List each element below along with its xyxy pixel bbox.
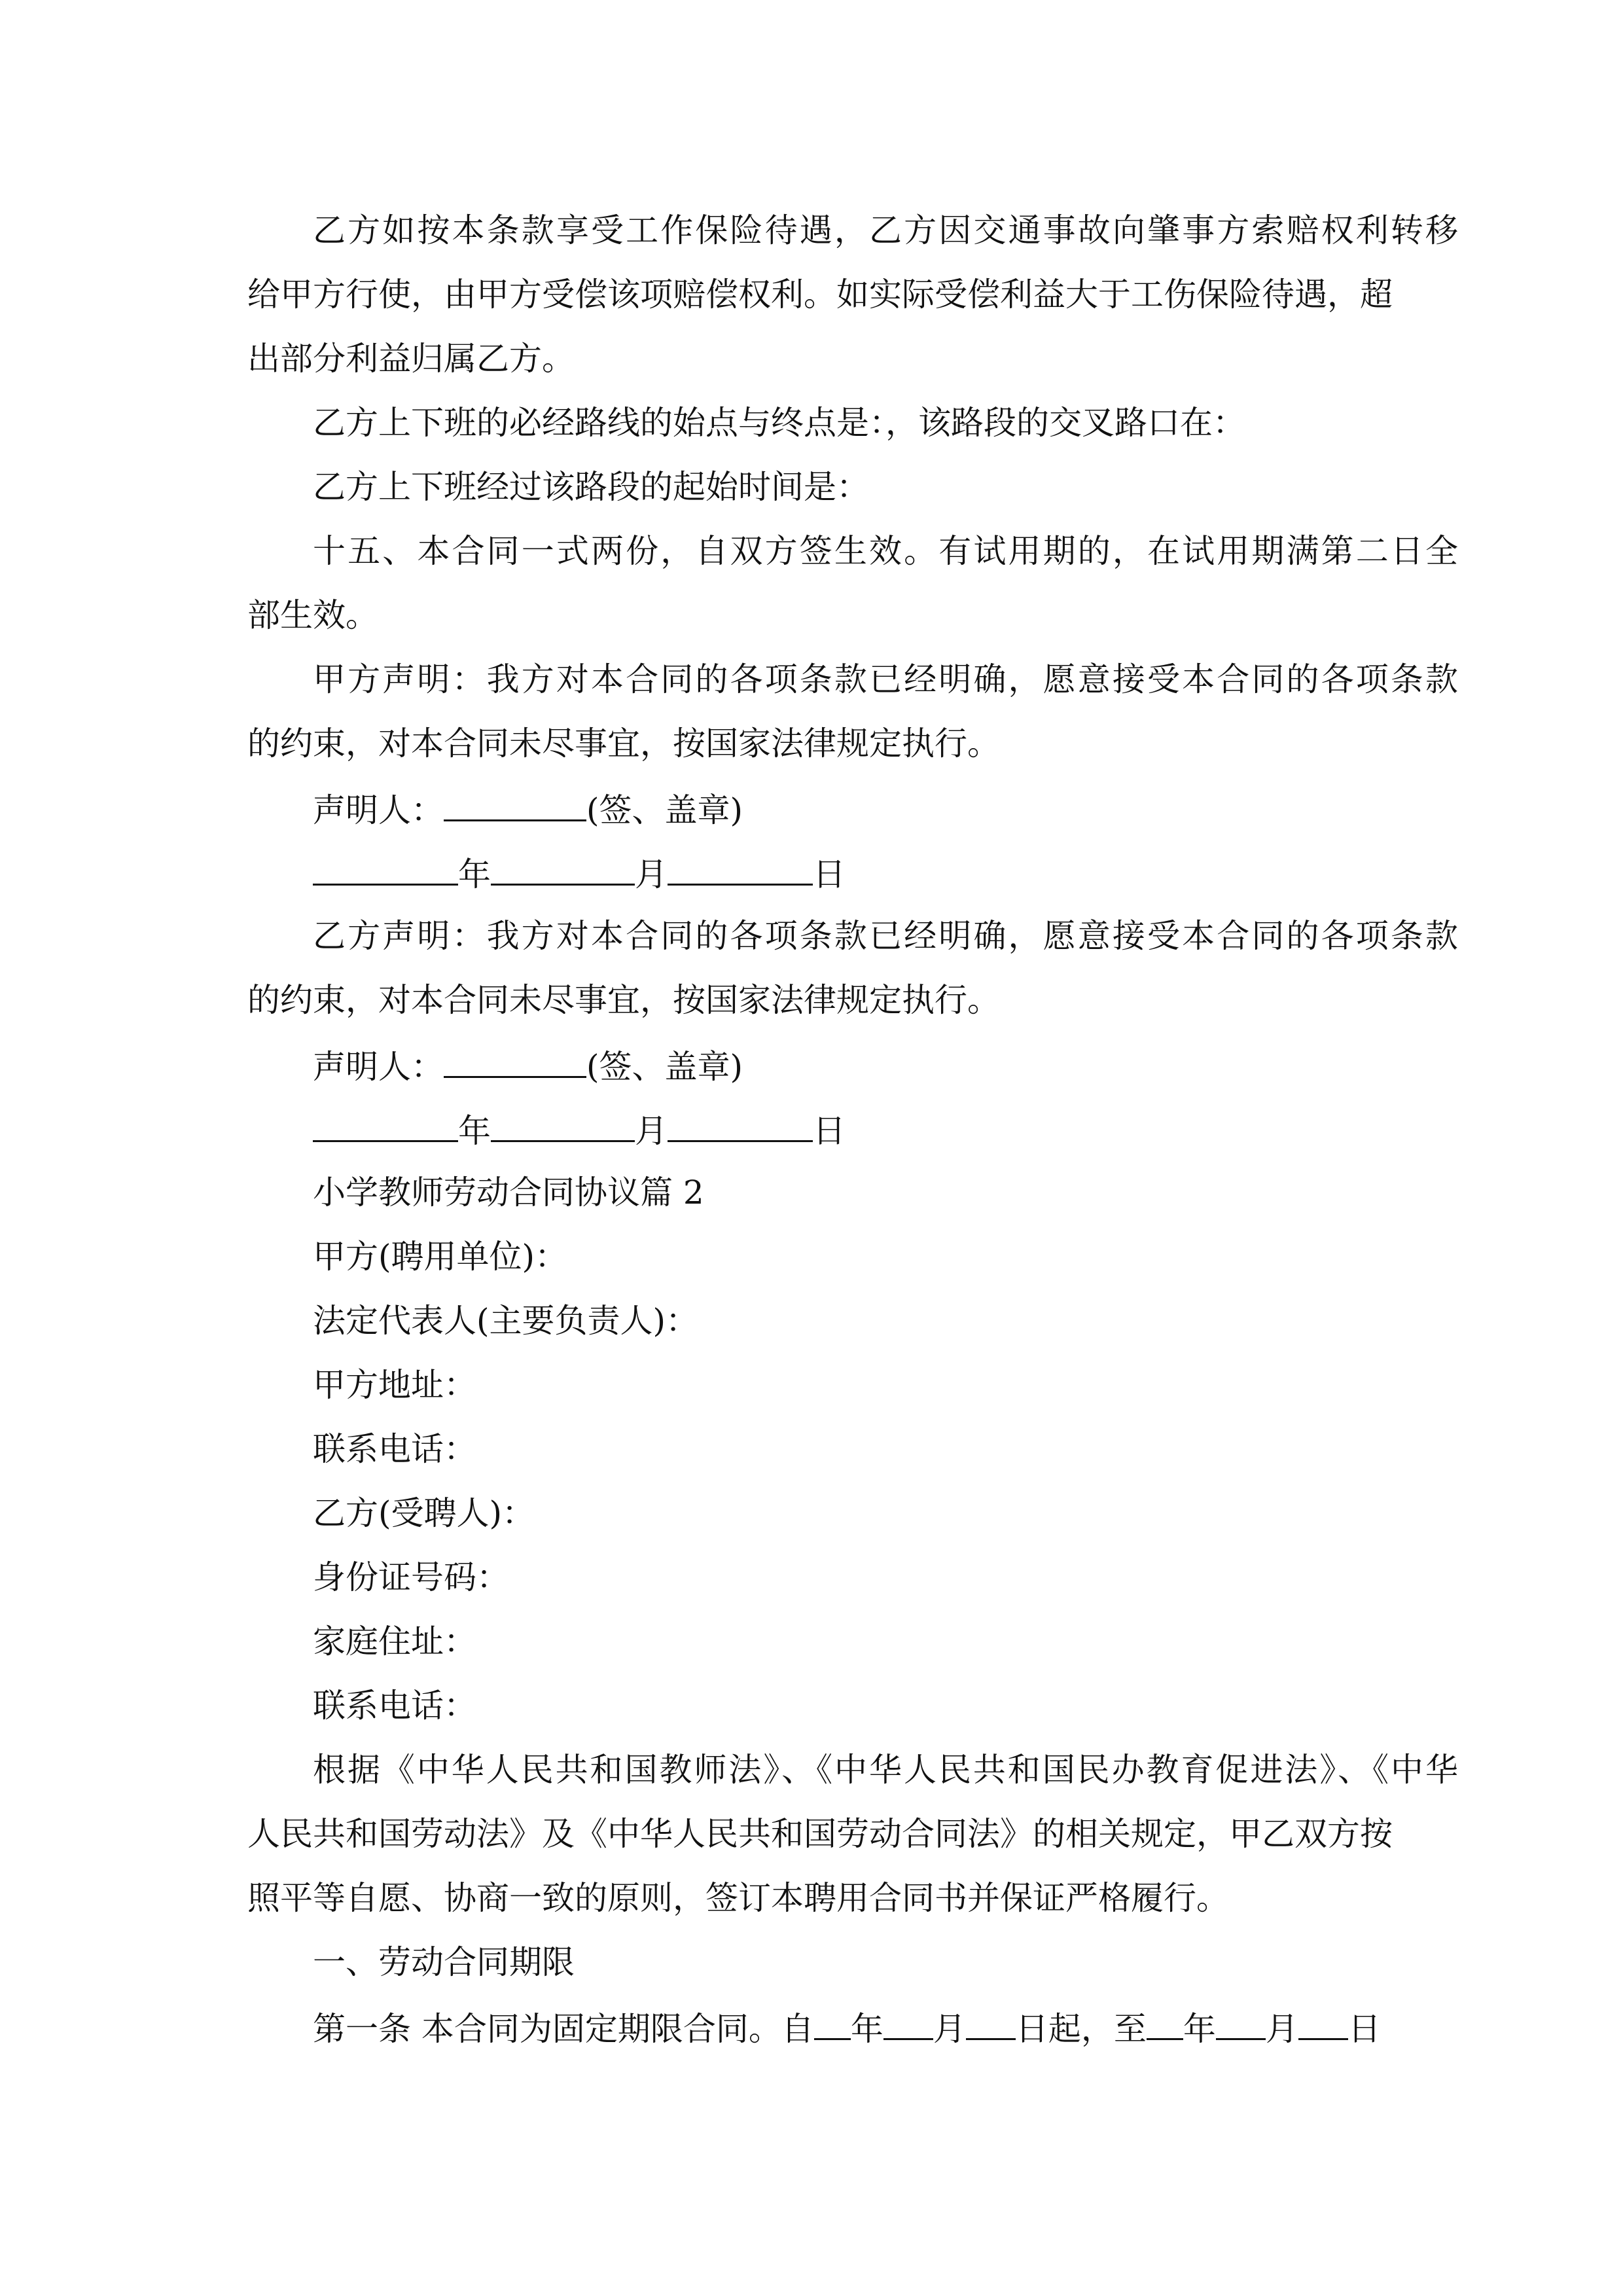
- year-label: 年: [458, 855, 491, 893]
- paragraph-line: 乙方上下班的必经路线的始点与终点是：，该路段的交叉路口在：: [313, 404, 1245, 442]
- field-label-employer: 甲方(聘用单位)：: [313, 1238, 568, 1276]
- paragraph-line: 甲方声明：我方对本合同的各项条款已经明确，愿意接受本合同的各项条款: [313, 660, 1458, 698]
- paragraph-line: 人民共和国劳动法》及《中华人民共和国劳动合同法》的相关规定，甲乙双方按: [247, 1815, 1393, 1853]
- day-label: 日: [813, 855, 846, 893]
- paragraph-line: 十五、本合同一式两份，自双方签生效。有试用期的，在试用期满第二日全: [313, 532, 1458, 570]
- start-day-label: 日起，至: [1015, 2010, 1147, 2048]
- section-title: 小学教师劳动合同协议篇 2: [313, 1174, 704, 1211]
- sign-seal-note: (签、盖章): [586, 791, 743, 829]
- end-month-label: 月: [1265, 2010, 1298, 2048]
- field-label-id-number: 身份证号码：: [313, 1558, 509, 1596]
- sign-seal-note: (签、盖章): [586, 1048, 743, 1086]
- paragraph-line: 乙方声明：我方对本合同的各项条款已经明确，愿意接受本合同的各项条款: [313, 917, 1458, 955]
- paragraph-line: 乙方如按本条款享受工作保险待遇，乙方因交通事故向肇事方索赔权利转移: [313, 211, 1458, 249]
- date-line: [313, 852, 1458, 891]
- field-label-employer-address: 甲方地址：: [313, 1366, 476, 1404]
- signature-blank: [444, 1045, 586, 1078]
- end-day-blank: [1298, 2007, 1348, 2040]
- month-label: 月: [635, 855, 668, 893]
- paragraph-line: 部生效。: [247, 596, 378, 634]
- month-blank: [491, 1109, 635, 1142]
- year-blank: [313, 1109, 458, 1142]
- start-month-label: 月: [933, 2010, 966, 2048]
- paragraph-line: 的约束，对本合同未尽事宜，按国家法律规定执行。: [247, 981, 1000, 1019]
- paragraph-line: 照平等自愿、协商一致的原则，签订本聘用合同书并保证严格履行。: [247, 1879, 1229, 1917]
- paragraph-line: 乙方上下班经过该路段的起始时间是：: [313, 468, 869, 506]
- paragraph-line: 出部分利益归属乙方。: [247, 340, 575, 378]
- section-heading: 一、劳动合同期限: [313, 1943, 575, 1981]
- paragraph-line: 的约束，对本合同未尽事宜，按国家法律规定执行。: [247, 725, 1000, 762]
- field-label-employee-phone: 联系电话：: [313, 1687, 476, 1725]
- year-label: 年: [458, 1112, 491, 1150]
- paragraph-line: 给甲方行使，由甲方受偿该项赔偿权利。如实际受偿利益大于工伤保险待遇，超: [247, 276, 1393, 314]
- month-label: 月: [635, 1112, 668, 1150]
- day-blank: [668, 1109, 813, 1142]
- day-label: 日: [813, 1112, 846, 1150]
- field-label-employee: 乙方(受聘人)：: [313, 1494, 535, 1532]
- end-year-label: 年: [1183, 2010, 1216, 2048]
- day-blank: [668, 852, 813, 886]
- date-line: [313, 1109, 1458, 1148]
- year-blank: [313, 852, 458, 886]
- start-month-blank: [883, 2007, 933, 2040]
- start-day-blank: [966, 2007, 1016, 2040]
- paragraph-line: 根据《中华人民共和国教师法》、《中华人民共和国民办教育促进法》、《中华: [313, 1751, 1458, 1789]
- field-label-home-address: 家庭住址：: [313, 1623, 476, 1660]
- field-label-employer-phone: 联系电话：: [313, 1430, 476, 1468]
- end-day-label: 日: [1347, 2010, 1381, 2048]
- declarant-label: 声明人：: [313, 791, 444, 829]
- start-year-label: 年: [850, 2010, 883, 2048]
- end-year-blank: [1147, 2007, 1183, 2040]
- declarant-label: 声明人：: [313, 1048, 444, 1086]
- article-line: [313, 2007, 1458, 2046]
- end-month-blank: [1216, 2007, 1266, 2040]
- signature-blank: [444, 788, 586, 821]
- start-year-blank: [814, 2007, 851, 2040]
- signature-line: [313, 788, 1458, 827]
- field-label-legal-rep: 法定代表人(主要负责人)：: [313, 1302, 699, 1340]
- article-text: 第一条 本合同为固定期限合同。自: [313, 2010, 814, 2048]
- signature-line: [313, 1045, 1458, 1084]
- month-blank: [491, 852, 635, 886]
